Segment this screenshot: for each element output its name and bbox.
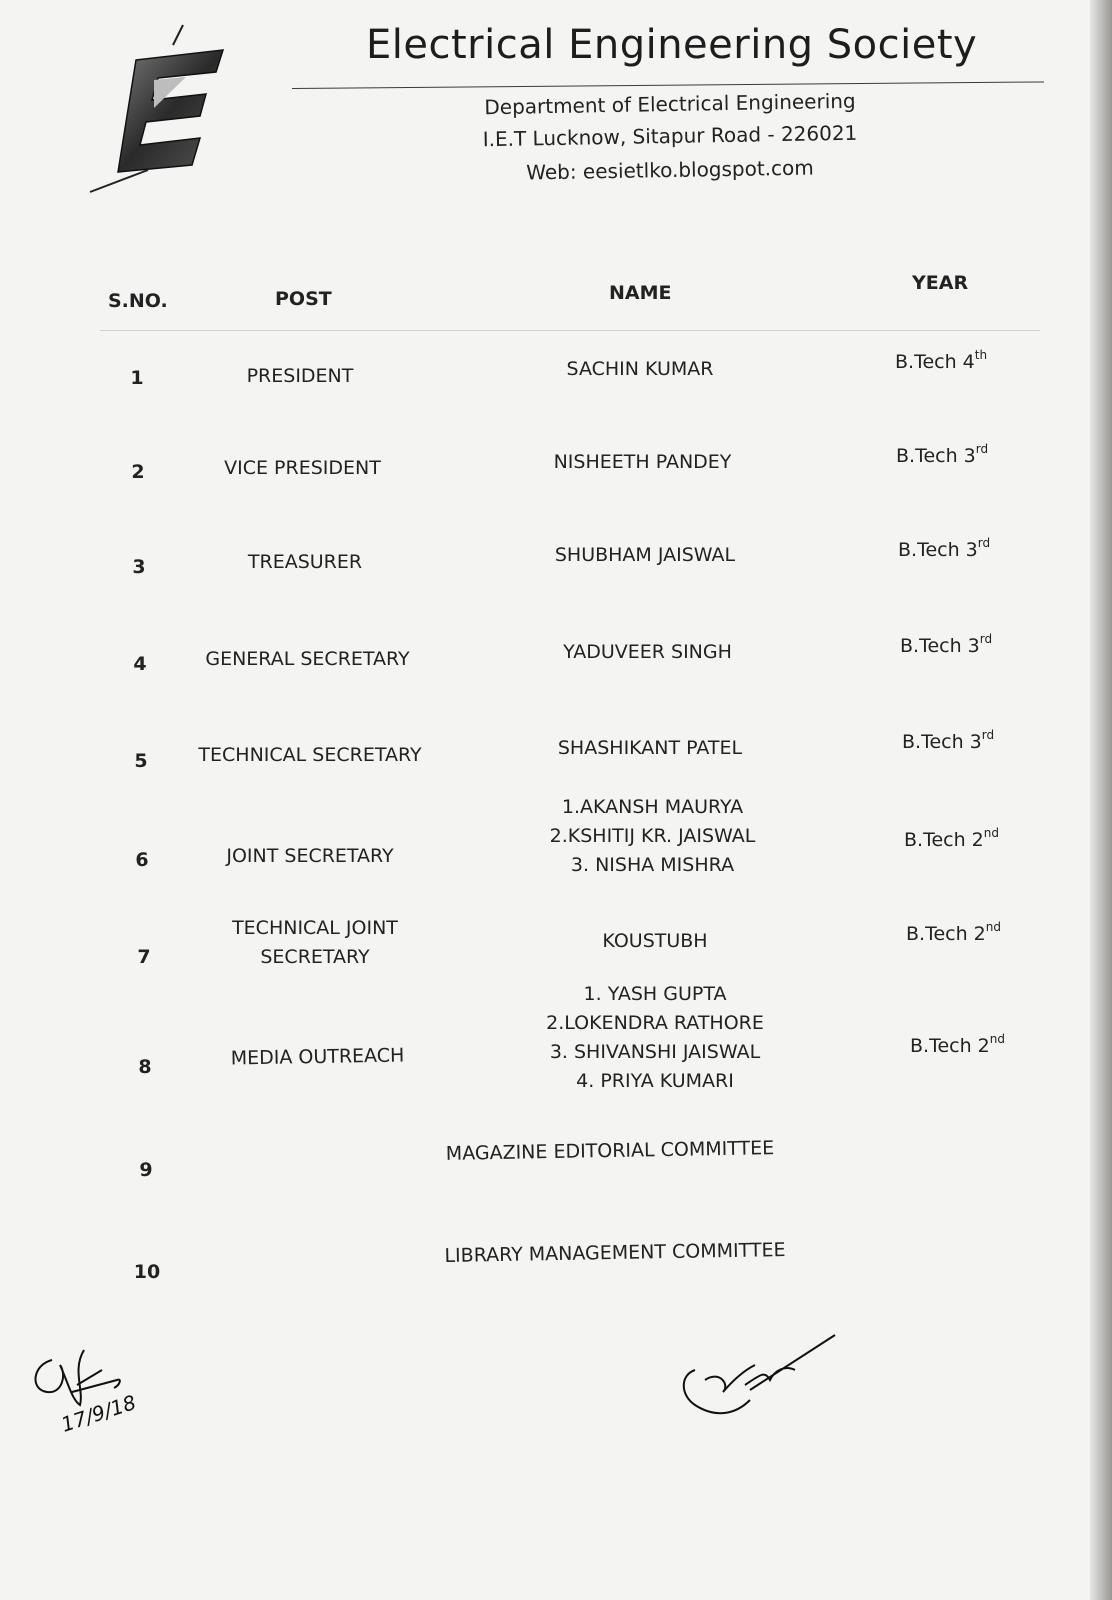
row-3-sno: 3 <box>132 556 146 578</box>
website-line: Web: eesietlko.blogspot.com <box>526 155 814 185</box>
row-2-sno: 2 <box>131 461 145 483</box>
row-5-post: TECHNICAL SECRETARY <box>198 744 422 766</box>
row-4-year: B.Tech 3rd <box>900 632 993 657</box>
row-3-post: TREASURER <box>247 551 363 573</box>
row-4-name: YADUVEER SINGH <box>563 641 732 663</box>
table-header-rule <box>100 330 1040 331</box>
row-5-sno: 5 <box>134 750 148 772</box>
list-item: 1.AKANSH MAURYA <box>561 796 744 818</box>
list-item: 2.KSHITIJ KR. JAISWAL <box>549 825 756 847</box>
society-title: Electrical Engineering Society <box>366 22 978 68</box>
list-item: 4. PRIYA KUMARI <box>576 1070 734 1092</box>
page-edge <box>1090 0 1112 1600</box>
row-7-post: TECHNICAL JOINT SECRETARY <box>232 917 398 968</box>
society-logo <box>88 20 238 200</box>
column-header-year: YEAR <box>912 272 969 294</box>
row-6-post: JOINT SECRETARY <box>226 845 394 867</box>
row-2-year: B.Tech 3rd <box>896 442 989 467</box>
row-5-year: B.Tech 3rd <box>902 728 995 753</box>
row-8-year: B.Tech 2nd <box>910 1032 1005 1057</box>
department-line: Department of Electrical Engineering <box>484 88 856 120</box>
header-rule <box>292 81 1044 89</box>
row-10-sno: 10 <box>133 1261 161 1283</box>
row-2-name: NISHEETH PANDEY <box>553 451 732 473</box>
row-7-year: B.Tech 2nd <box>906 920 1001 945</box>
row-10-committee: LIBRARY MANAGEMENT COMMITTEE <box>444 1239 786 1267</box>
row-3-year: B.Tech 3rd <box>898 536 991 561</box>
row-1-name: SACHIN KUMAR <box>566 358 714 380</box>
row-6-year: B.Tech 2nd <box>904 826 999 851</box>
list-item: 2.LOKENDRA RATHORE <box>546 1012 764 1034</box>
left-signature-date: 17/9/18 <box>58 1390 139 1437</box>
row-7-sno: 7 <box>137 946 151 968</box>
row-8-post: MEDIA OUTREACH <box>230 1044 405 1070</box>
row-6-names <box>520 793 785 880</box>
row-8-sno: 8 <box>138 1056 152 1078</box>
row-4-post: GENERAL SECRETARY <box>205 648 410 670</box>
row-6-sno: 6 <box>135 849 149 871</box>
row-2-post: VICE PRESIDENT <box>224 457 381 479</box>
right-signature <box>675 1330 845 1430</box>
row-1-year: B.Tech 4th <box>895 348 988 373</box>
row-1-sno: 1 <box>130 367 144 389</box>
address-line: I.E.T Lucknow, Sitapur Road - 226021 <box>482 120 858 152</box>
list-item: 3. NISHA MISHRA <box>570 854 735 876</box>
list-item: 3. SHIVANSHI JAISWAL <box>549 1041 761 1063</box>
row-9-sno: 9 <box>139 1159 153 1181</box>
row-8-names <box>520 980 790 1096</box>
column-header-name: NAME <box>609 282 672 304</box>
row-9-committee: MAGAZINE EDITORIAL COMMITTEE <box>445 1137 775 1165</box>
row-5-name: SHASHIKANT PATEL <box>557 737 743 759</box>
list-item: 1. YASH GUPTA <box>583 983 727 1005</box>
row-4-sno: 4 <box>133 653 147 675</box>
left-signature <box>22 1330 162 1450</box>
row-1-post: PRESIDENT <box>246 365 354 387</box>
row-3-name: SHUBHAM JAISWAL <box>554 544 736 566</box>
column-header-sno: S.NO. <box>108 290 168 312</box>
row-7-name: KOUSTUBH <box>602 930 708 952</box>
column-header-post: POST <box>275 288 332 310</box>
